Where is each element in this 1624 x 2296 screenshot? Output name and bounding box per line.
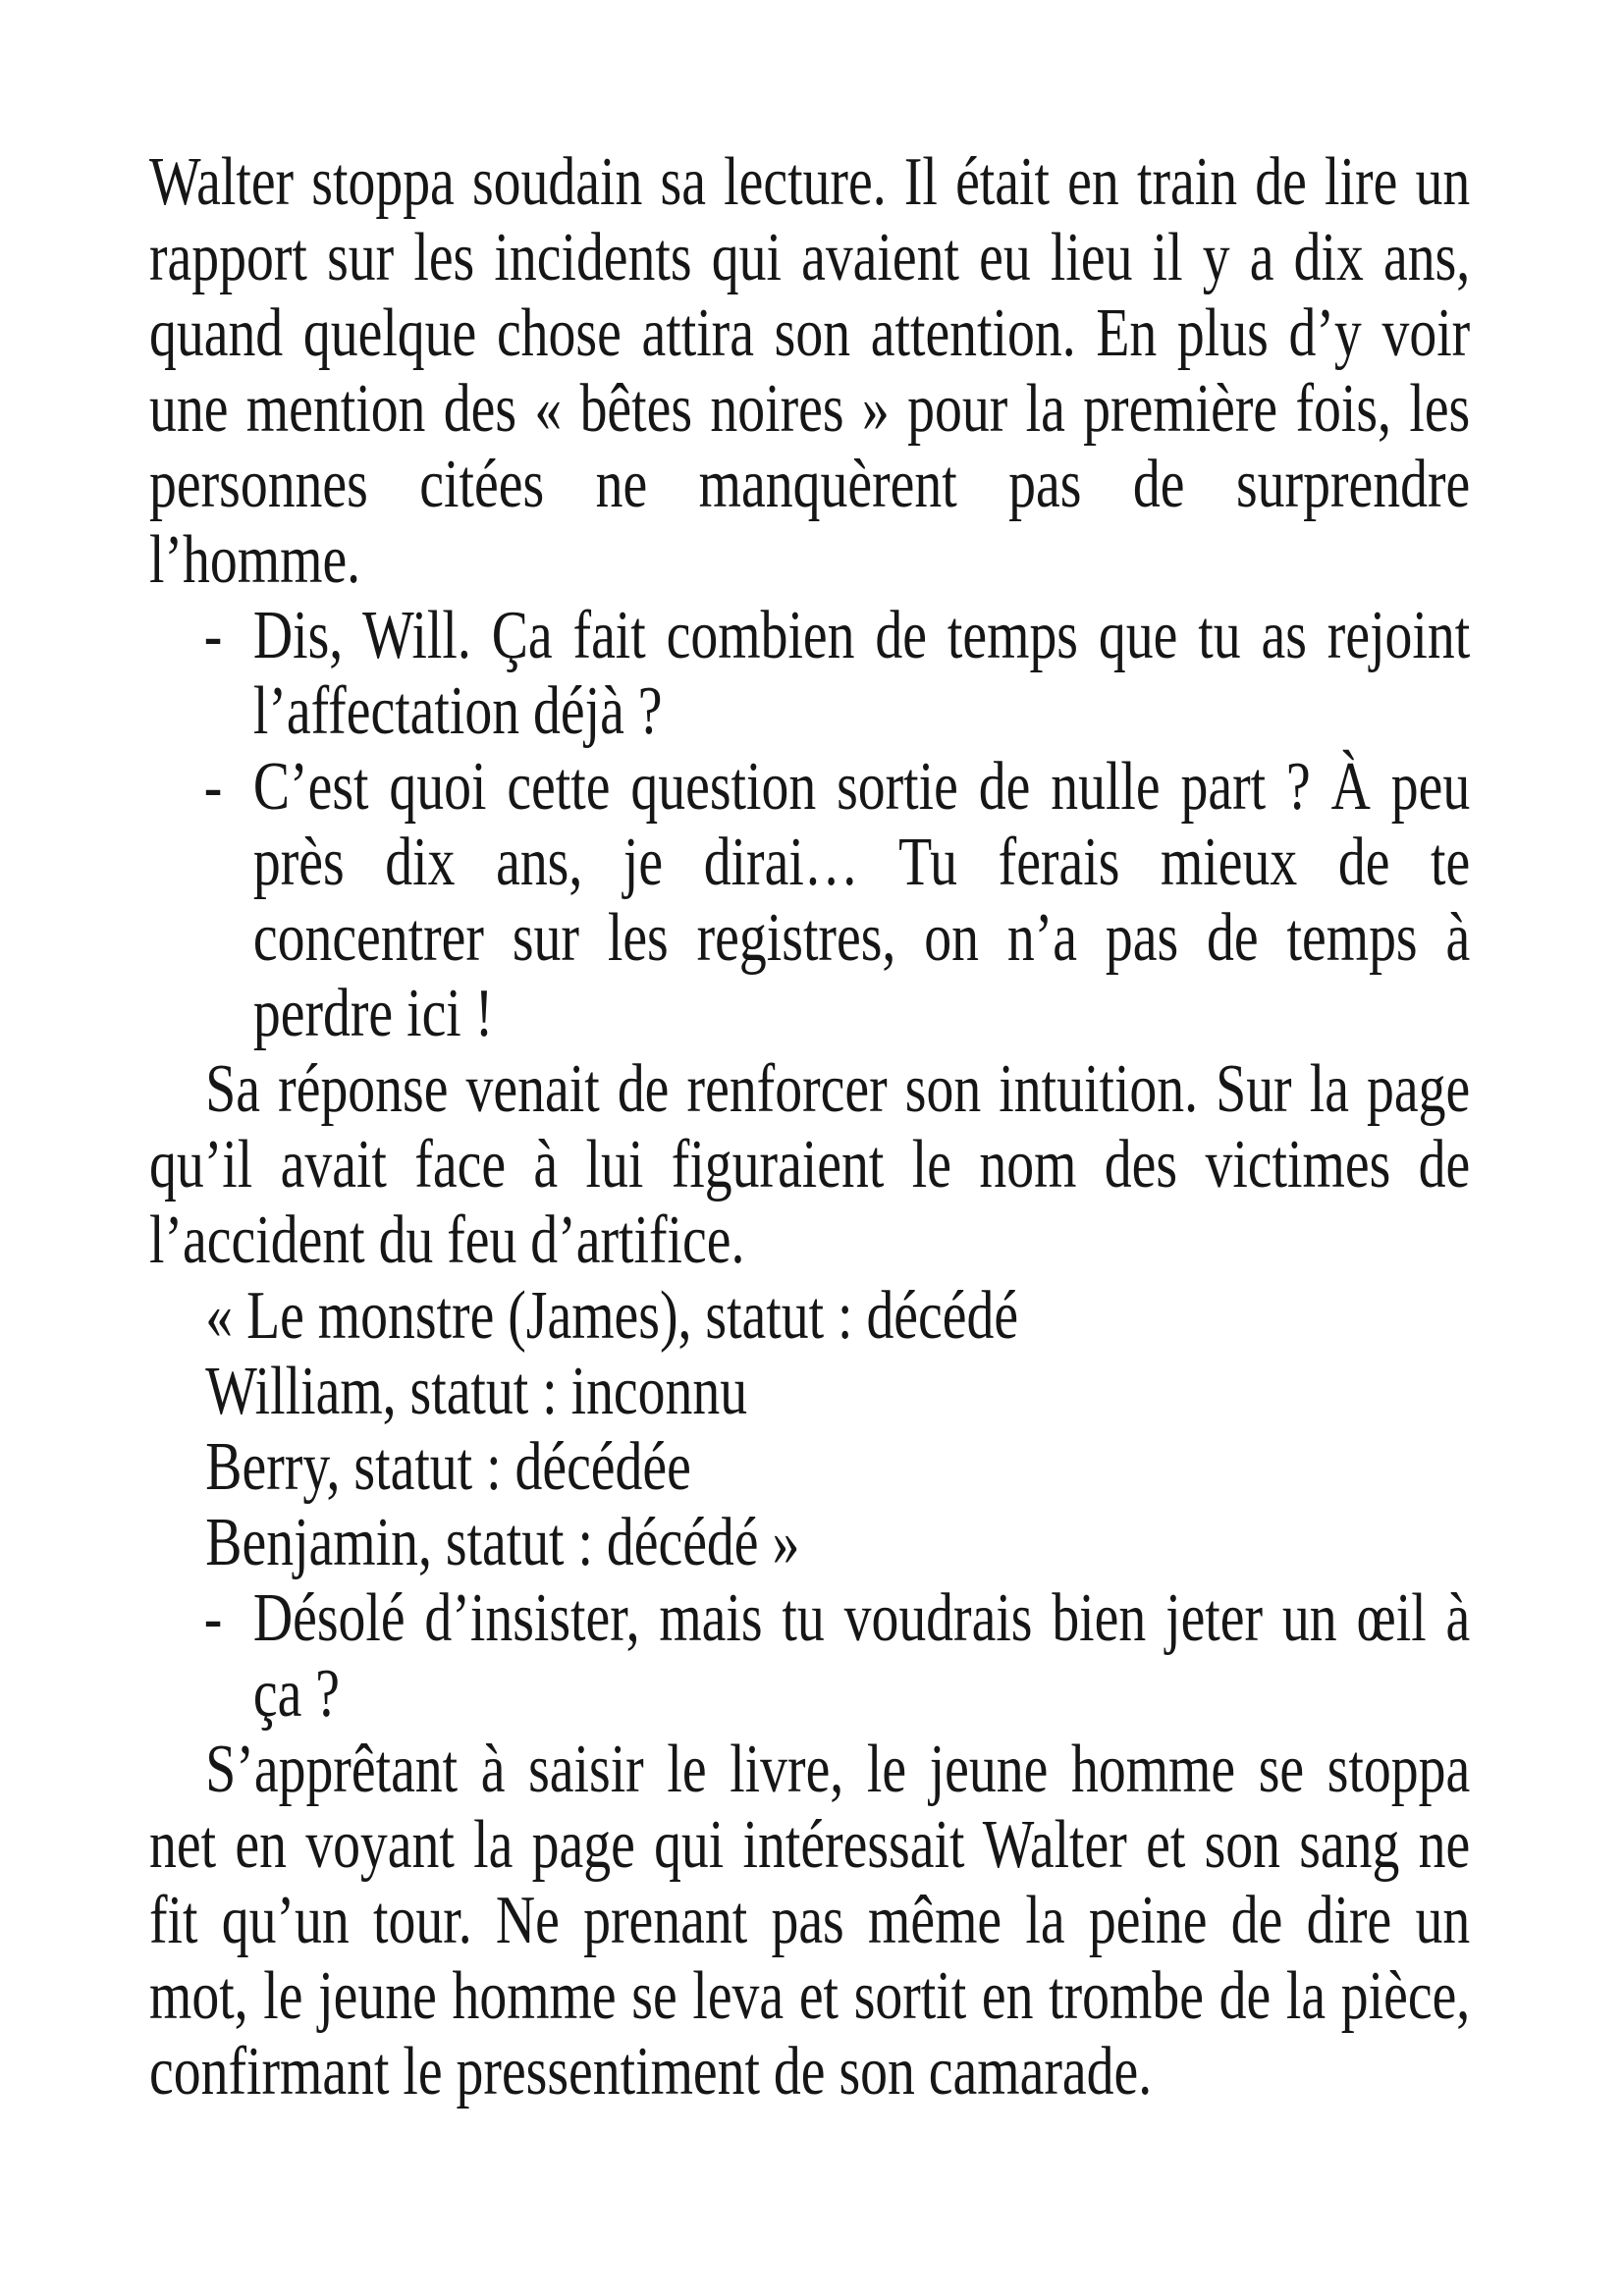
text-line-content: fit qu’un tour. Ne prenant pas même la peine de dire un bbox=[149, 1883, 1471, 1958]
text-line bbox=[253, 673, 1470, 749]
text-line bbox=[205, 1354, 1470, 1429]
text-line-content: ça ? bbox=[252, 1656, 341, 1732]
text-line-content: Sa réponse venait de renforcer son intuition. Sur la page bbox=[205, 1051, 1471, 1127]
text-line-content: quand quelque chose attira son attention. En plus d’y voir bbox=[149, 295, 1471, 371]
text-line bbox=[253, 900, 1470, 976]
text-line-content: concentrer sur les registres, on n’a pas de temps à bbox=[252, 900, 1471, 976]
text-line-content: personnes citées ne manquèrent pas de surprendre bbox=[149, 447, 1471, 522]
text-line bbox=[149, 1051, 1470, 1127]
text-line bbox=[149, 1732, 1470, 1807]
text-line-content: Dis, Will. Ça fait combien de temps que tu as rejoint bbox=[252, 598, 1471, 673]
text-line-content: une mention des « bêtes noires » pour la première fois, les bbox=[149, 371, 1471, 447]
text-line-content: Walter stoppa soudain sa lecture. Il était en train de lire un bbox=[149, 144, 1471, 220]
text-line-content: Désolé d’insister, mais tu voudrais bien jeter un œil à bbox=[252, 1580, 1471, 1656]
text-line bbox=[205, 1505, 1470, 1580]
text-line-content: S’apprêtant à saisir le livre, le jeune homme se stoppa bbox=[205, 1732, 1471, 1807]
text-line bbox=[149, 1958, 1470, 2034]
text-line-content: confirmant le pressentiment de son camarade. bbox=[149, 2034, 1153, 2109]
text-line-content: « Le monstre (James), statut : décédé bbox=[205, 1278, 1019, 1354]
text-line bbox=[149, 2034, 1470, 2109]
text-line bbox=[149, 295, 1470, 371]
text-line-content: C’est quoi cette question sortie de nulle part ? À peu bbox=[252, 749, 1471, 825]
text-line-content: l’homme. bbox=[149, 522, 361, 598]
text-block bbox=[149, 144, 1470, 2109]
dialogue-line bbox=[203, 598, 1471, 673]
text-line bbox=[149, 522, 1470, 598]
text-line bbox=[149, 447, 1470, 522]
text-line-content: William, statut : inconnu bbox=[205, 1354, 748, 1429]
text-line-content: rapport sur les incidents qui avaient eu lieu il y a dix ans, bbox=[149, 220, 1471, 295]
text-line-content: près dix ans, je dirai… Tu ferais mieux de te bbox=[252, 825, 1471, 900]
dialogue-dash: - bbox=[203, 598, 223, 673]
text-line bbox=[149, 1127, 1470, 1202]
text-line bbox=[253, 825, 1470, 900]
text-line bbox=[253, 976, 1470, 1051]
dialogue-dash: - bbox=[203, 749, 223, 825]
text-line-content: l’accident du feu d’artifice. bbox=[149, 1202, 745, 1278]
text-line bbox=[149, 144, 1470, 220]
text-line bbox=[253, 1656, 1470, 1732]
dialogue-dash: - bbox=[203, 1580, 223, 1656]
text-line-content: l’affectation déjà ? bbox=[252, 673, 663, 749]
text-line bbox=[149, 220, 1470, 295]
text-line-content: mot, le jeune homme se leva et sortit en trombe de la pièce, bbox=[149, 1958, 1471, 2034]
dialogue-line bbox=[203, 749, 1471, 825]
text-line bbox=[149, 1883, 1470, 1958]
text-line bbox=[205, 1429, 1470, 1505]
text-line bbox=[149, 1807, 1470, 1883]
text-line bbox=[205, 1278, 1470, 1354]
text-line bbox=[149, 1202, 1470, 1278]
text-line-content: Berry, statut : décédée bbox=[205, 1429, 691, 1505]
text-line-content: qu’il avait face à lui figuraient le nom des victimes de bbox=[149, 1127, 1471, 1202]
dialogue-line bbox=[203, 1580, 1471, 1656]
text-line-content: net en voyant la page qui intéressait Walter et son sang ne bbox=[149, 1807, 1471, 1883]
text-line bbox=[149, 371, 1470, 447]
text-line-content: perdre ici ! bbox=[252, 976, 494, 1051]
text-line-content: Benjamin, statut : décédé » bbox=[205, 1505, 800, 1580]
